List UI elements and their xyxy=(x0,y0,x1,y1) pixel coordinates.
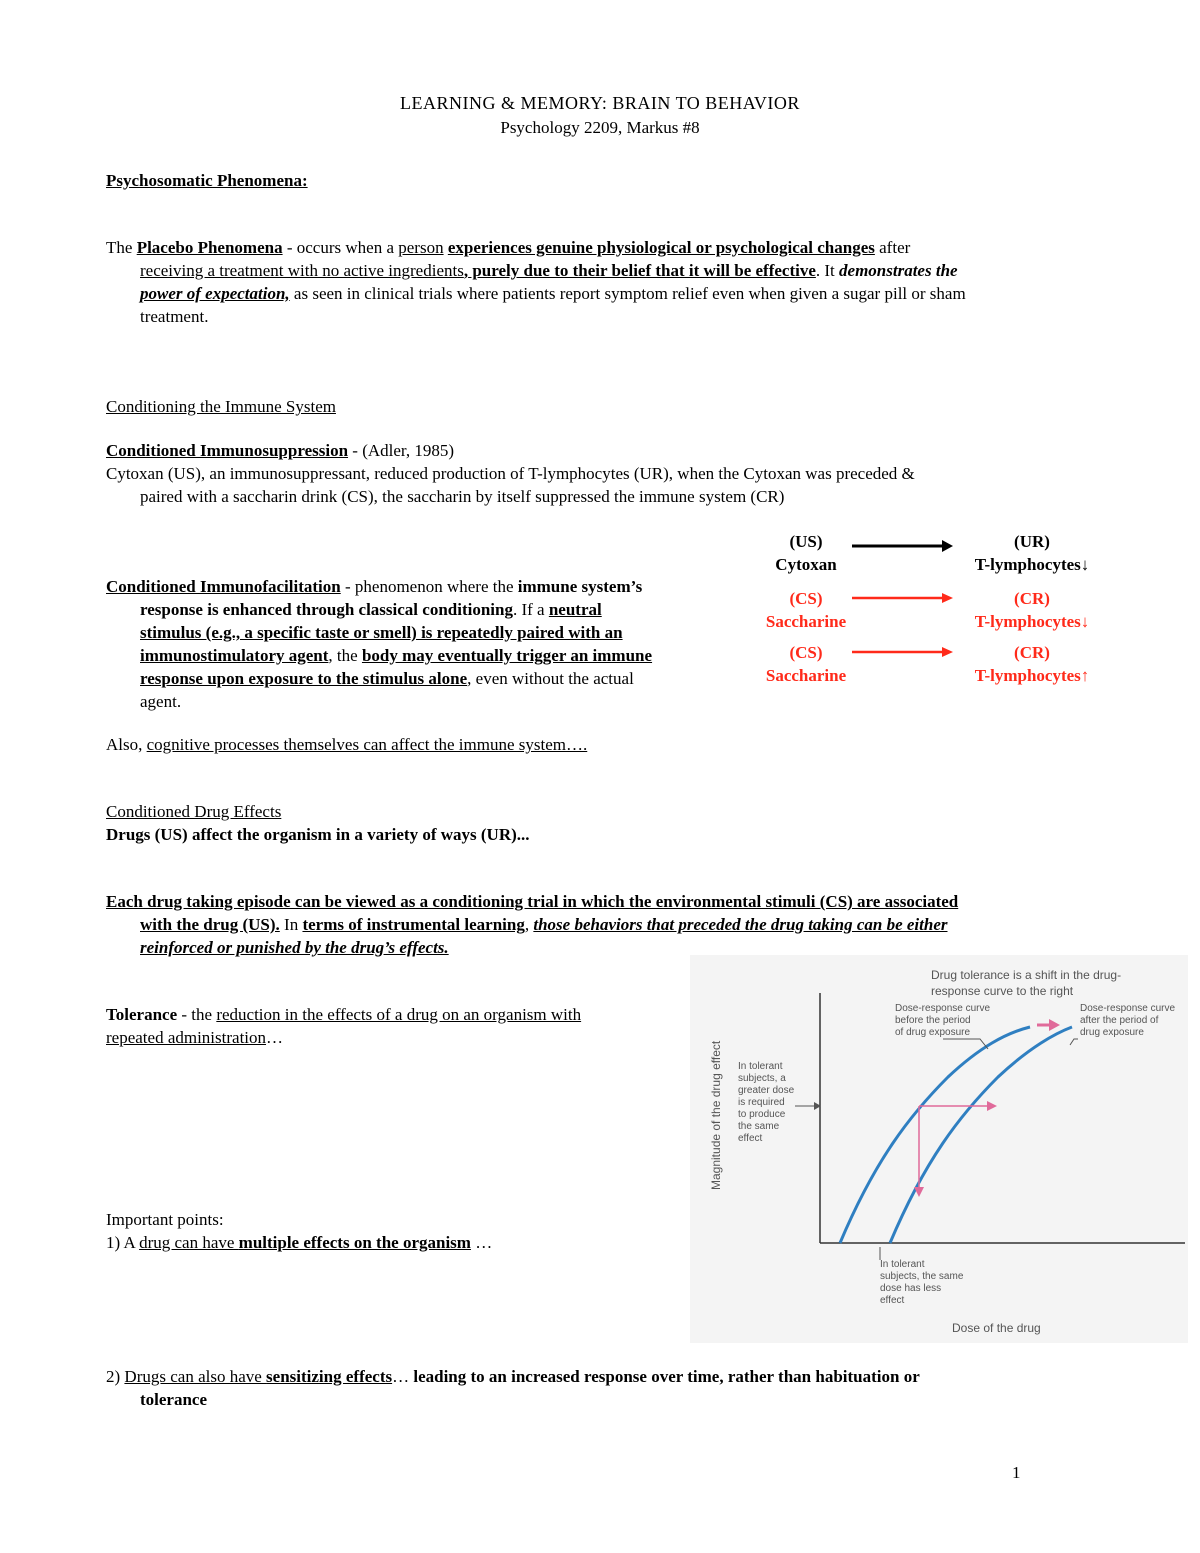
suppression-line-2: paired with a saccharin drink (CS), the saccharin by itself suppressed the immune system (CR) xyxy=(140,487,785,506)
placebo-line-2: receiving a treatment with no active ingredients, purely due to their belief that it will be effective. It demonstrates the xyxy=(140,261,958,280)
curve-after xyxy=(890,1027,1072,1243)
diagram-row-1-left: (US) Cytoxan xyxy=(775,532,837,574)
section-heading-drug: Conditioned Drug Effects xyxy=(106,802,282,821)
facilitation-line-5: response upon exposure to the stimulus alone, even without the actual xyxy=(140,669,634,688)
diagram-row-2-left: (CS) Saccharine xyxy=(765,589,847,631)
drug-effects-line: Drugs (US) affect the organism in a variety of ways (UR)... xyxy=(106,825,530,844)
section-heading-psychosomatic: Psychosomatic Phenomena: xyxy=(106,171,308,190)
arrow-right-icon xyxy=(850,536,955,556)
tolerance-line-1: Tolerance - the reduction in the effects of a drug on an organism with xyxy=(106,1005,582,1024)
document-title: LEARNING & MEMORY: BRAIN TO BEHAVIOR xyxy=(400,93,800,113)
placebo-line-3: power of expectation, as seen in clinical trials where patients report symptom relief even when given a sugar pill or sham xyxy=(140,284,966,303)
diagram-row-3-left: (CS) Saccharine xyxy=(765,643,847,685)
diagram-row-2-right: (CR) T-lymphocytes↓ xyxy=(974,589,1090,631)
episode-line-2: with the drug (US). In terms of instrumental learning, those behaviors that preceded the drug taking can be either xyxy=(140,915,948,934)
arrow-down-icon: ↓ xyxy=(1080,612,1090,631)
section-heading-immune: Conditioning the Immune System xyxy=(106,397,336,416)
before-label: Dose-response curve before the period of drug exposure xyxy=(895,1003,991,1038)
tolerance-figure xyxy=(690,955,1188,1343)
episode-line-1: Each drug taking episode can be viewed as a conditioning trial in which the environmental stimuli (CS) are associated xyxy=(106,892,959,911)
arrow-down-icon: ↓ xyxy=(1080,555,1090,574)
point-2-line-1: 2) Drugs can also have sensitizing effects… leading to an increased response over time, rather than habituation or xyxy=(106,1367,920,1386)
curve-before xyxy=(840,1027,1030,1243)
shift-arrow-head xyxy=(987,1101,997,1111)
episode-line-3: reinforced or punished by the drug’s effects. xyxy=(140,938,449,957)
facilitation-line-1: Conditioned Immunofacilitation - phenomenon where the immune system’s xyxy=(106,577,643,596)
diagram-row-3-right: (CR) T-lymphocytes↑ xyxy=(974,643,1090,685)
arrow-up-icon: ↑ xyxy=(1080,666,1090,685)
facilitation-line-6: agent. xyxy=(140,692,182,711)
suppression-line-1: Cytoxan (US), an immunosuppressant, reduced production of T-lymphocytes (UR), when the Cytoxan was preceded & xyxy=(106,464,915,483)
arrow-right-icon xyxy=(850,588,955,608)
facilitation-line-3: stimulus (e.g., a specific taste or smell) is repeatedly paired with an xyxy=(140,623,623,642)
figure-title: Drug tolerance is a shift in the drug- response curve to the right xyxy=(931,968,1122,998)
point-1: 1) A drug can have multiple effects on the organism … xyxy=(106,1233,493,1252)
point-2-line-2: tolerance xyxy=(140,1390,208,1409)
page-number: 1 xyxy=(1012,1463,1021,1482)
leader-before xyxy=(943,1039,988,1049)
points-heading: Important points: xyxy=(106,1210,224,1229)
leader-after xyxy=(1070,1039,1078,1045)
y-axis-label: Magnitude of the drug effect xyxy=(709,1040,723,1190)
placebo-line-4: treatment. xyxy=(140,307,209,326)
document-subtitle: Psychology 2209, Markus #8 xyxy=(500,118,700,137)
facilitation-line-4: immunostimulatory agent, the body may eventually trigger an immune xyxy=(140,646,653,665)
diagram-row-1-right: (UR) T-lymphocytes↓ xyxy=(974,532,1090,574)
facilitation-line-2: response is enhanced through classical conditioning. If a neutral xyxy=(140,600,602,619)
suppression-heading: Conditioned Immunosuppression - (Adler, 1985) xyxy=(106,441,455,460)
placebo-line-1: The Placebo Phenomena - occurs when a person experiences genuine physiological or psychological changes after xyxy=(106,238,911,257)
title-shift-arrow-head xyxy=(1049,1019,1060,1031)
x-axis-label: Dose of the drug xyxy=(952,1321,1041,1335)
also-line: Also, cognitive processes themselves can affect the immune system…. xyxy=(106,735,588,754)
bottom-annotation: In tolerant subjects, the same dose has less effect xyxy=(880,1259,964,1306)
after-label: Dose-response curve after the period of drug exposure xyxy=(1080,1003,1176,1038)
tolerance-line-2: repeated administration… xyxy=(106,1028,284,1047)
arrow-right-icon xyxy=(850,642,955,662)
left-annotation: In tolerant subjects, a greater dose is required to produce the same effect xyxy=(738,1061,795,1144)
